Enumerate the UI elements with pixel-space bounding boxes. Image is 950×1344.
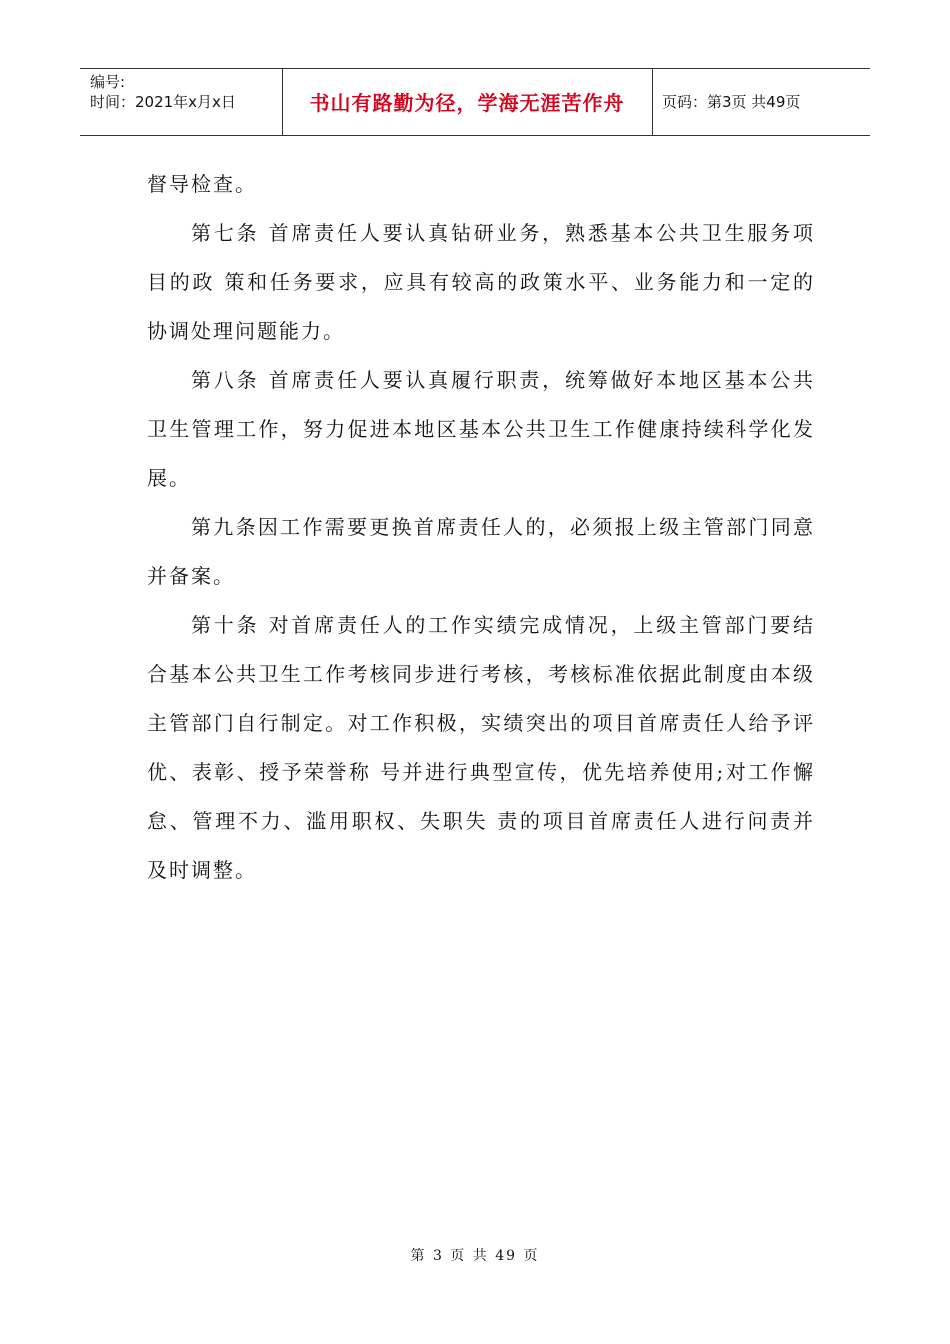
paragraph-article-7: 第七条 首席责任人要认真钻研业务，熟悉基本公共卫生服务项目的政 策和任务要求，应具有较高的政策水平、业务能力和一定的协调处理问题能力。 bbox=[147, 221, 815, 343]
paragraph-article-10: 第十条 对首席责任人的工作实绩完成情况，上级主管部门要结合基本公共卫生工作考核同步进行考核，考核标准依据此制度由本级主管部门自行制定。对工作积极，实绩突出的项目首席责任人给予评优、表彰、授予荣誉称 号并进行典型宣传，优先培养使用;对工作懈怠、管理不力、滥用职权、失职失 责的项目首席责任人进行问责并及时调整。 bbox=[147, 613, 815, 882]
header-bottom-rule bbox=[80, 135, 870, 136]
document-time-label: 时间：2021年x月x日 bbox=[90, 93, 236, 111]
paragraph-article-8: 第八条 首席责任人要认真履行职责，统筹做好本地区基本公共卫生管理工作，努力促进本地区基本公共卫生工作健康持续科学化发展。 bbox=[147, 368, 815, 490]
paragraph-continuation: 督导检查。 bbox=[147, 172, 257, 196]
paragraph-article-9: 第九条因工作需要更换首席责任人的，必须报上级主管部门同意并备案。 bbox=[147, 515, 815, 588]
header-divider-right bbox=[652, 68, 653, 135]
header-motto: 书山有路勤为径，学海无涯苦作舟 bbox=[309, 91, 625, 115]
header-page-info: 页码：第3页 共49页 bbox=[662, 93, 801, 111]
header-meta bbox=[90, 72, 236, 112]
page-footer: 第 3 页 共 49 页 bbox=[410, 1248, 540, 1264]
document-number-label: 编号: bbox=[90, 73, 126, 91]
document-body bbox=[147, 160, 815, 895]
